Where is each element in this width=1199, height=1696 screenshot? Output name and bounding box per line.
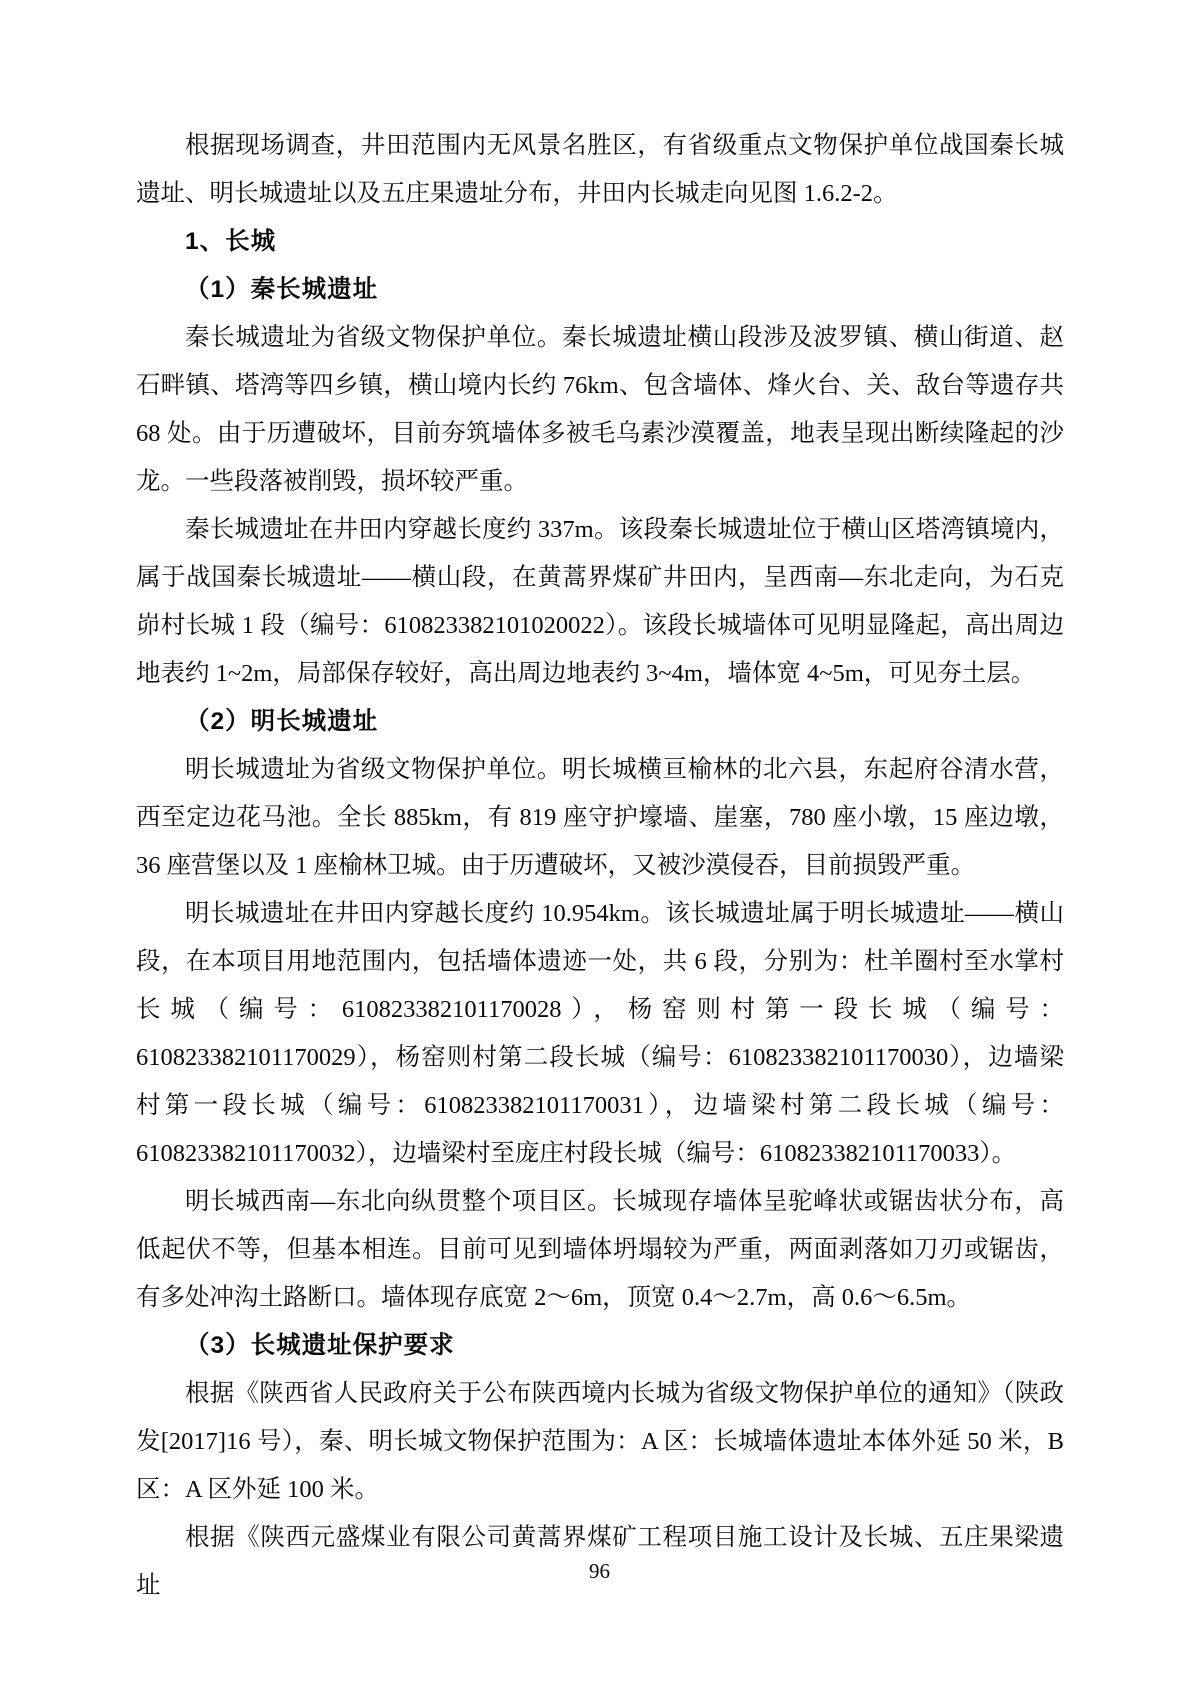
heading-qin-wall-site: （1）秦长城遗址	[185, 276, 379, 303]
heading-wall-protection-requirements: （3）长城遗址保护要求	[185, 1332, 455, 1359]
paragraph-ming-wall-condition: 明长城西南—东北向纵贯整个项目区。长城现存墙体呈驼峰状或锯齿状分布，高低起伏不等，但基本相连。目前可见到墙体坍塌较为严重，两面剥落如刀刃或锯齿，有多处冲沟土路断口。墙体现存底宽 2～6m，顶宽 0.4～2.7m，高 0.6～6.5m。	[136, 1188, 1064, 1311]
paragraph-protection-scope: 根据《陕西省人民政府关于公布陕西境内长城为省级文物保护单位的通知》（陕政发[2017]16 号），秦、明长城文物保护范围为：A 区：长城墙体遗址本体外延 50 米，B 区：A 区外延 100 米。	[136, 1380, 1064, 1503]
paragraph-qin-wall-description: 秦长城遗址为省级文物保护单位。秦长城遗址横山段涉及波罗镇、横山街道、赵石畔镇、塔湾等四乡镇，横山境内长约 76km、包含墙体、烽火台、关、敌台等遗存共 68 处。由于历遭破坏，目前夯筑墙体多被毛乌素沙漠覆盖，地表呈现出断续隆起的沙龙。一些段落被削毁，损坏较严重。	[136, 324, 1064, 495]
heading-ming-wall-site: （2）明长城遗址	[185, 708, 379, 735]
paragraph-ming-wall-description: 明长城遗址为省级文物保护单位。明长城横亘榆林的北六县，东起府谷清水营，西至定边花马池。全长 885km，有 819 座守护壕墙、崖塞，780 座小墩，15 座边墩，36 座营堡以及 1 座榆林卫城。由于历遭破坏，又被沙漠侵吞，目前损毁严重。	[136, 756, 1064, 879]
document-page	[136, 122, 1064, 1610]
paragraph-ming-wall-segments: 明长城遗址在井田内穿越长度约 10.954km。该长城遗址属于明长城遗址——横山段，在本项目用地范围内，包括墙体遗迹一处，共 6 段，分别为：杜羊圈村至水掌村长城（编号：610823382101170028），杨窑则村第一段长城（编号：610823382101170029），杨窑则村第二段长城（编号：610823382101170030），边墙梁村第一段长城（编号：610823382101170031），边墙梁村第二段长城（编号：610823382101170032），边墙梁村至庞庄村段长城（编号：610823382101170033）。	[136, 900, 1064, 1167]
page-number: 96	[589, 1559, 610, 1583]
paragraph-survey-overview: 根据现场调查，井田范围内无风景名胜区，有省级重点文物保护单位战国秦长城遗址、明长城遗址以及五庄果遗址分布，井田内长城走向见图 1.6.2-2。	[136, 132, 1064, 207]
heading-great-wall: 1、长城	[185, 228, 277, 255]
paragraph-qin-wall-in-field: 秦长城遗址在井田内穿越长度约 337m。该段秦长城遗址位于横山区塔湾镇境内，属于战国秦长城遗址——横山段，在黄蒿界煤矿井田内，呈西南—东北走向，为石克峁村长城 1 段（编号：610823382101020022）。该段长城墙体可见明显隆起，高出周边地表约 1~2m，局部保存较好，高出周边地表约 3~4m，墙体宽 4~5m，可见夯土层。	[136, 516, 1064, 687]
paragraph-construction-design: 根据《陕西元盛煤业有限公司黄蒿界煤矿工程项目施工设计及长城、五庄果梁遗址	[136, 1524, 1064, 1599]
